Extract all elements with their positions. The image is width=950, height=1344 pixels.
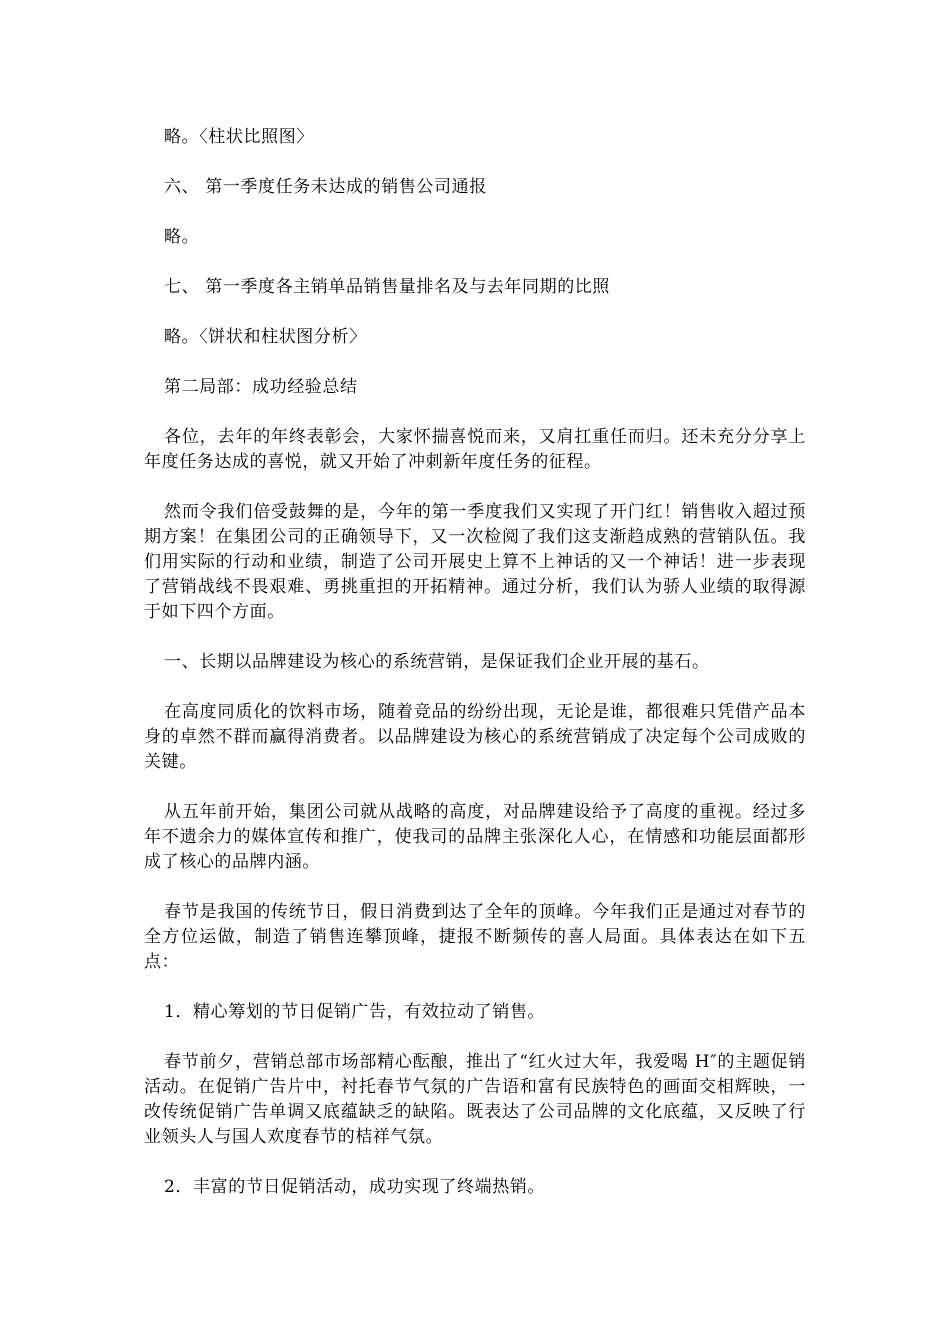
item-one-heading: 1．精心筹划的节日促销广告，有效拉动了销售。 bbox=[164, 1002, 546, 1022]
paragraph-spring-festival: 春节是我国的传统节日，假日消费到达了全年的顶峰。今年我们正是通过对春节的全方位运做，制造了销售连攀顶峰，捷报不断频传的喜人局面。具体表达在如下五点： bbox=[144, 902, 806, 972]
paragraph-brand-history: 从五年前开始，集团公司就从战略的高度，对品牌建设给予了高度的重视。经过多年不遗余力的媒体宣传和推广，使我司的品牌主张深化人心，在情感和功能层面都形成了核心的品牌内涵。 bbox=[144, 802, 806, 872]
paragraph-omitted-pie-bar-chart: 略。〈饼状和柱状图分析〉 bbox=[164, 327, 367, 347]
part-two-heading: 第二局部：成功经验总结 bbox=[164, 377, 358, 397]
paragraph-omitted-bar-chart: 略。〈柱状比照图〉 bbox=[164, 127, 314, 147]
paragraph-market: 在高度同质化的饮料市场，随着竞品的纷纷出现，无论是谁，都很难只凭借产品本身的卓然不群而赢得消费者。以品牌建设为核心的系统营销成了决定每个公司成败的关键。 bbox=[144, 702, 806, 772]
paragraph-achievement: 然而令我们倍受鼓舞的是，今年的第一季度我们又实现了开门红！销售收入超过预期方案！在集团公司的正确领导下，又一次检阅了我们这支渐趋成熟的营销队伍。我们用实际的行动和业绩，制造了公司开展史上算不上神话的又一个神话！进一步表现了营销战线不畏艰难、勇挑重担的开拓精神。通过分析，我们认为骄人业绩的取得源于如下四个方面。 bbox=[144, 502, 806, 622]
paragraph-promotion-ad: 春节前夕，营销总部市场部精心酝酿，推出了“红火过大年，我爱喝 H″的主题促销活动。在促销广告片中，衬托春节气氛的广告语和富有民族特色的画面交相辉映，一改传统促销广告单调又底蕴缺乏的缺陷。既表达了公司品牌的文化底蕴，又反映了行业领头人与国人欢度春节的桔祥气氛。 bbox=[144, 1052, 806, 1147]
paragraph-intro: 各位，去年的年终表彰会，大家怀揣喜悦而来，又肩扛重任而归。还未充分分享上年度任务达成的喜悦，就又开始了冲刺新年度任务的征程。 bbox=[144, 427, 806, 472]
point-one-heading: 一、长期以品牌建设为核心的系统营销，是保证我们企业开展的基石。 bbox=[164, 652, 710, 672]
item-two-heading: 2．丰富的节日促销活动，成功实现了终端热销。 bbox=[164, 1177, 546, 1197]
document-body bbox=[144, 125, 806, 1225]
section-heading-seven: 七、 第一季度各主销单品销售量排名及与去年同期的比照 bbox=[164, 277, 611, 297]
section-heading-six: 六、 第一季度任务未达成的销售公司通报 bbox=[164, 177, 487, 197]
paragraph-omitted: 略。 bbox=[164, 227, 200, 247]
